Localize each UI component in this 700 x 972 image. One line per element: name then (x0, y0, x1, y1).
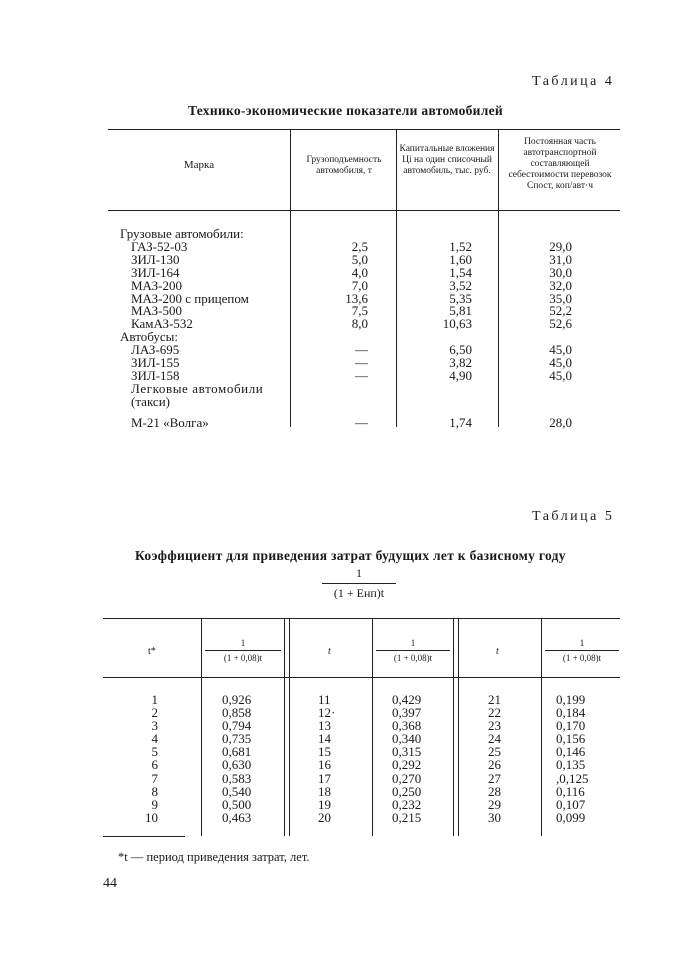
table5-factor: 0,156 (556, 731, 586, 747)
table5-factor: ,0,125 (556, 770, 589, 786)
table5-t-value: 26 (488, 757, 501, 773)
table5-t-value: 17 (318, 770, 331, 786)
table4-cell-capacity: 8,0 (351, 316, 368, 332)
table5-t-value: 20 (318, 809, 331, 825)
header-investment: Капитальные вложения Цi на один списочный автомобиль, тыс. руб. (399, 144, 495, 176)
table4-cell-name: МАЗ-500 (131, 303, 182, 319)
table5-factor: 0,116 (556, 783, 585, 799)
table4-caption: Таблица 4 (532, 74, 615, 89)
table4-cell-capacity: — (355, 355, 368, 370)
table5-t-value: 12· (318, 705, 336, 721)
table4-cell-name: МАЗ-200 (131, 277, 182, 293)
table4-cell-name: ГАЗ-52-03 (131, 238, 188, 254)
table4-cell-capacity: 13,6 (345, 290, 368, 306)
table4-cell-investment: 10,63 (442, 316, 472, 332)
table5-t-value: 5 (151, 744, 158, 760)
table5-t-value: 9 (151, 796, 158, 812)
table4-divider-2 (396, 129, 397, 427)
table4-cell-capacity: 2,5 (351, 238, 368, 254)
table4-cell-cost: 52,6 (549, 316, 572, 332)
table5-factor: 0,184 (556, 705, 586, 721)
table4-cell-name: ЗИЛ-130 (131, 251, 180, 267)
table5-t-value: 4 (151, 731, 158, 747)
table4-cell-capacity: 4,0 (351, 264, 368, 280)
table4-cell-investment: 1,74 (449, 414, 472, 430)
table5-title: Коэффициент для приведения затрат будущих лет к базисному году (135, 548, 566, 563)
table5-t-value: 30 (488, 809, 501, 825)
table4-divider-1 (290, 129, 291, 427)
table4-cell-name: ЗИЛ-158 (131, 367, 180, 383)
formula-numerator: 1 (322, 566, 396, 584)
table4-cell-capacity: 7,5 (351, 303, 368, 319)
table4-cell-capacity: — (355, 342, 368, 358)
header-cost: Постоянная часть автотранспортной составляющей себестоимости перевозок Спост, коп/авт·ч (508, 137, 612, 191)
table4-cell-cost: 29,0 (549, 238, 572, 254)
column-t-1 (130, 693, 158, 824)
table5-divider-5 (541, 618, 542, 836)
table4-cell-cost: 52,2 (549, 303, 572, 319)
table4-cell-cost: 31,0 (549, 251, 572, 267)
table5-t-value: 7 (151, 770, 158, 786)
table5-t-value: 16 (318, 757, 331, 773)
table4-cell-name: ЗИЛ-155 (131, 355, 180, 370)
table5-factor: 0,368 (392, 718, 422, 734)
table4-cell-name: Автобусы: (120, 329, 178, 345)
table5-factor: 0,583 (222, 770, 252, 786)
table4-cell-capacity: — (355, 414, 368, 430)
header-brand: Марка (183, 159, 215, 171)
table5-factor: 0,681 (222, 744, 252, 760)
table5-factor: 0,232 (392, 796, 422, 812)
table5-t-value: 15 (318, 744, 331, 760)
table5-factor: 0,170 (556, 718, 586, 734)
table4-cell-name: ЛАЗ-695 (131, 342, 180, 358)
header-t-3: t (496, 646, 499, 657)
header-capacity: Грузоподъемность автомобиля, т (306, 155, 382, 176)
table5-formula (322, 566, 396, 601)
table4-cell-investment: 4,90 (449, 367, 472, 383)
table5-factor: 0,794 (222, 718, 252, 734)
table5-t-value: 22 (488, 705, 501, 721)
table4-cell-name: ЗИЛ-164 (131, 264, 180, 280)
table5-t-value: 23 (488, 718, 501, 734)
table5-t-value: 6 (151, 757, 158, 773)
table5-t-value: 1 (151, 692, 158, 707)
page-number: 44 (103, 876, 117, 891)
column-t-2 (318, 693, 335, 824)
table4-cell-capacity: 5,0 (351, 251, 368, 267)
header-t-2: t (328, 646, 331, 657)
table5-divider-2 (284, 618, 290, 836)
table5-t-value: 11 (318, 692, 331, 707)
table5-factor: 0,858 (222, 705, 252, 721)
table5-t-value: 2 (151, 705, 158, 721)
table4-cell-cost: 35,0 (549, 290, 572, 306)
table4-title: Технико-экономические показатели автомобилей (188, 103, 503, 118)
table4-cell-investment: 3,82 (449, 355, 472, 370)
formula-denominator: (1 + Eнп)t (333, 586, 385, 600)
table5-factor: 0,429 (392, 692, 422, 707)
table5-caption: Таблица 5 (532, 509, 615, 524)
table5-factor: 0,926 (222, 692, 252, 707)
table5-divider-1 (201, 618, 202, 836)
table5-t-value: 24 (488, 731, 501, 747)
column-factor-1 (222, 693, 251, 824)
table5-factor: 0,630 (222, 757, 252, 773)
column-factor-3 (556, 693, 589, 824)
table4-cell-name: М-21 «Волга» (131, 414, 209, 430)
table5-t-value: 13 (318, 718, 331, 734)
table4-cell-name: (такси) (131, 393, 170, 409)
table4-cell-cost: 32,0 (549, 277, 572, 293)
table5-factor: 0,500 (222, 796, 252, 812)
table4-cell-cost: 45,0 (549, 342, 572, 358)
table5-t-value: 10 (145, 809, 158, 825)
header-t-star: t* (148, 646, 156, 657)
table5-factor: 0,292 (392, 757, 422, 773)
table5-factor: 0,315 (392, 744, 422, 760)
table4-cell-investment: 1,52 (449, 238, 472, 254)
table5-factor: 0,199 (556, 692, 586, 707)
table4-cell-capacity: — (355, 367, 368, 383)
table4-cell-name: МАЗ-200 с прицепом (131, 290, 249, 306)
table4-cell-investment: 6,50 (449, 342, 472, 358)
table5-t-value: 8 (151, 783, 158, 799)
table4-cell-investment: 3,52 (449, 277, 472, 293)
table5-factor: 0,397 (392, 705, 422, 721)
header-factor-2: $\frac{1}{(1 + 0,08)t}$ (376, 638, 450, 663)
table5-factor: 0,107 (556, 796, 586, 812)
table4-cell-cost: 28,0 (549, 414, 572, 430)
table4-cell-cost: 45,0 (549, 367, 572, 383)
table4-cell-name: Грузовые автомобили: (120, 226, 244, 241)
table5-factor: 0,250 (392, 783, 422, 799)
table4-cell-investment: 1,60 (449, 251, 472, 267)
table5-t-value: 19 (318, 796, 331, 812)
table4-cell-name: Легковые автомобили (131, 380, 264, 396)
table5-factor: 0,540 (222, 783, 252, 799)
table4-cell-name: КамАЗ-532 (131, 316, 193, 332)
table5-factor: 0,215 (392, 809, 422, 825)
column-t-3 (488, 693, 501, 824)
table5-t-value: 14 (318, 731, 331, 747)
table4-cell-capacity: 7,0 (351, 277, 368, 293)
table4-cell-investment: 1,54 (449, 264, 472, 280)
table4-cell-investment: 5,81 (449, 303, 472, 319)
table5-t-value: 18 (318, 783, 331, 799)
table5-factor: 0,463 (222, 809, 252, 825)
table5-t-value: 3 (151, 718, 158, 734)
table5-t-value: 21 (488, 692, 501, 707)
footnote-rule (103, 836, 185, 837)
table4-cell-cost: 30,0 (549, 264, 572, 280)
footnote: *t — период приведения затрат, лет. (118, 850, 310, 864)
table5-t-value: 29 (488, 796, 501, 812)
table5-top-rule (103, 618, 620, 619)
header-factor-3: $\frac{1}{(1 + 0,08)t}$ (545, 638, 619, 663)
table5-t-value: 27 (488, 770, 501, 786)
table4-cell-cost: 45,0 (549, 355, 572, 370)
table5-factor: 0,340 (392, 731, 422, 747)
table5-factor: 0,270 (392, 770, 422, 786)
table5-t-value: 28 (488, 783, 501, 799)
table5-divider-4 (453, 618, 459, 836)
table5-header-rule (103, 677, 620, 678)
table4-cell-investment: 5,35 (449, 290, 472, 306)
table5-factor: 0,735 (222, 731, 252, 747)
table5-factor: 0,135 (556, 757, 586, 773)
table4-divider-3 (498, 129, 499, 427)
table5-factor: 0,099 (556, 809, 586, 825)
table5-divider-3 (372, 618, 373, 836)
header-factor-1: $\frac{1}{(1 + 0,08)t}$ (205, 638, 281, 663)
table5-t-value: 25 (488, 744, 501, 760)
table5-factor: 0,146 (556, 744, 586, 760)
column-factor-2 (392, 693, 421, 824)
